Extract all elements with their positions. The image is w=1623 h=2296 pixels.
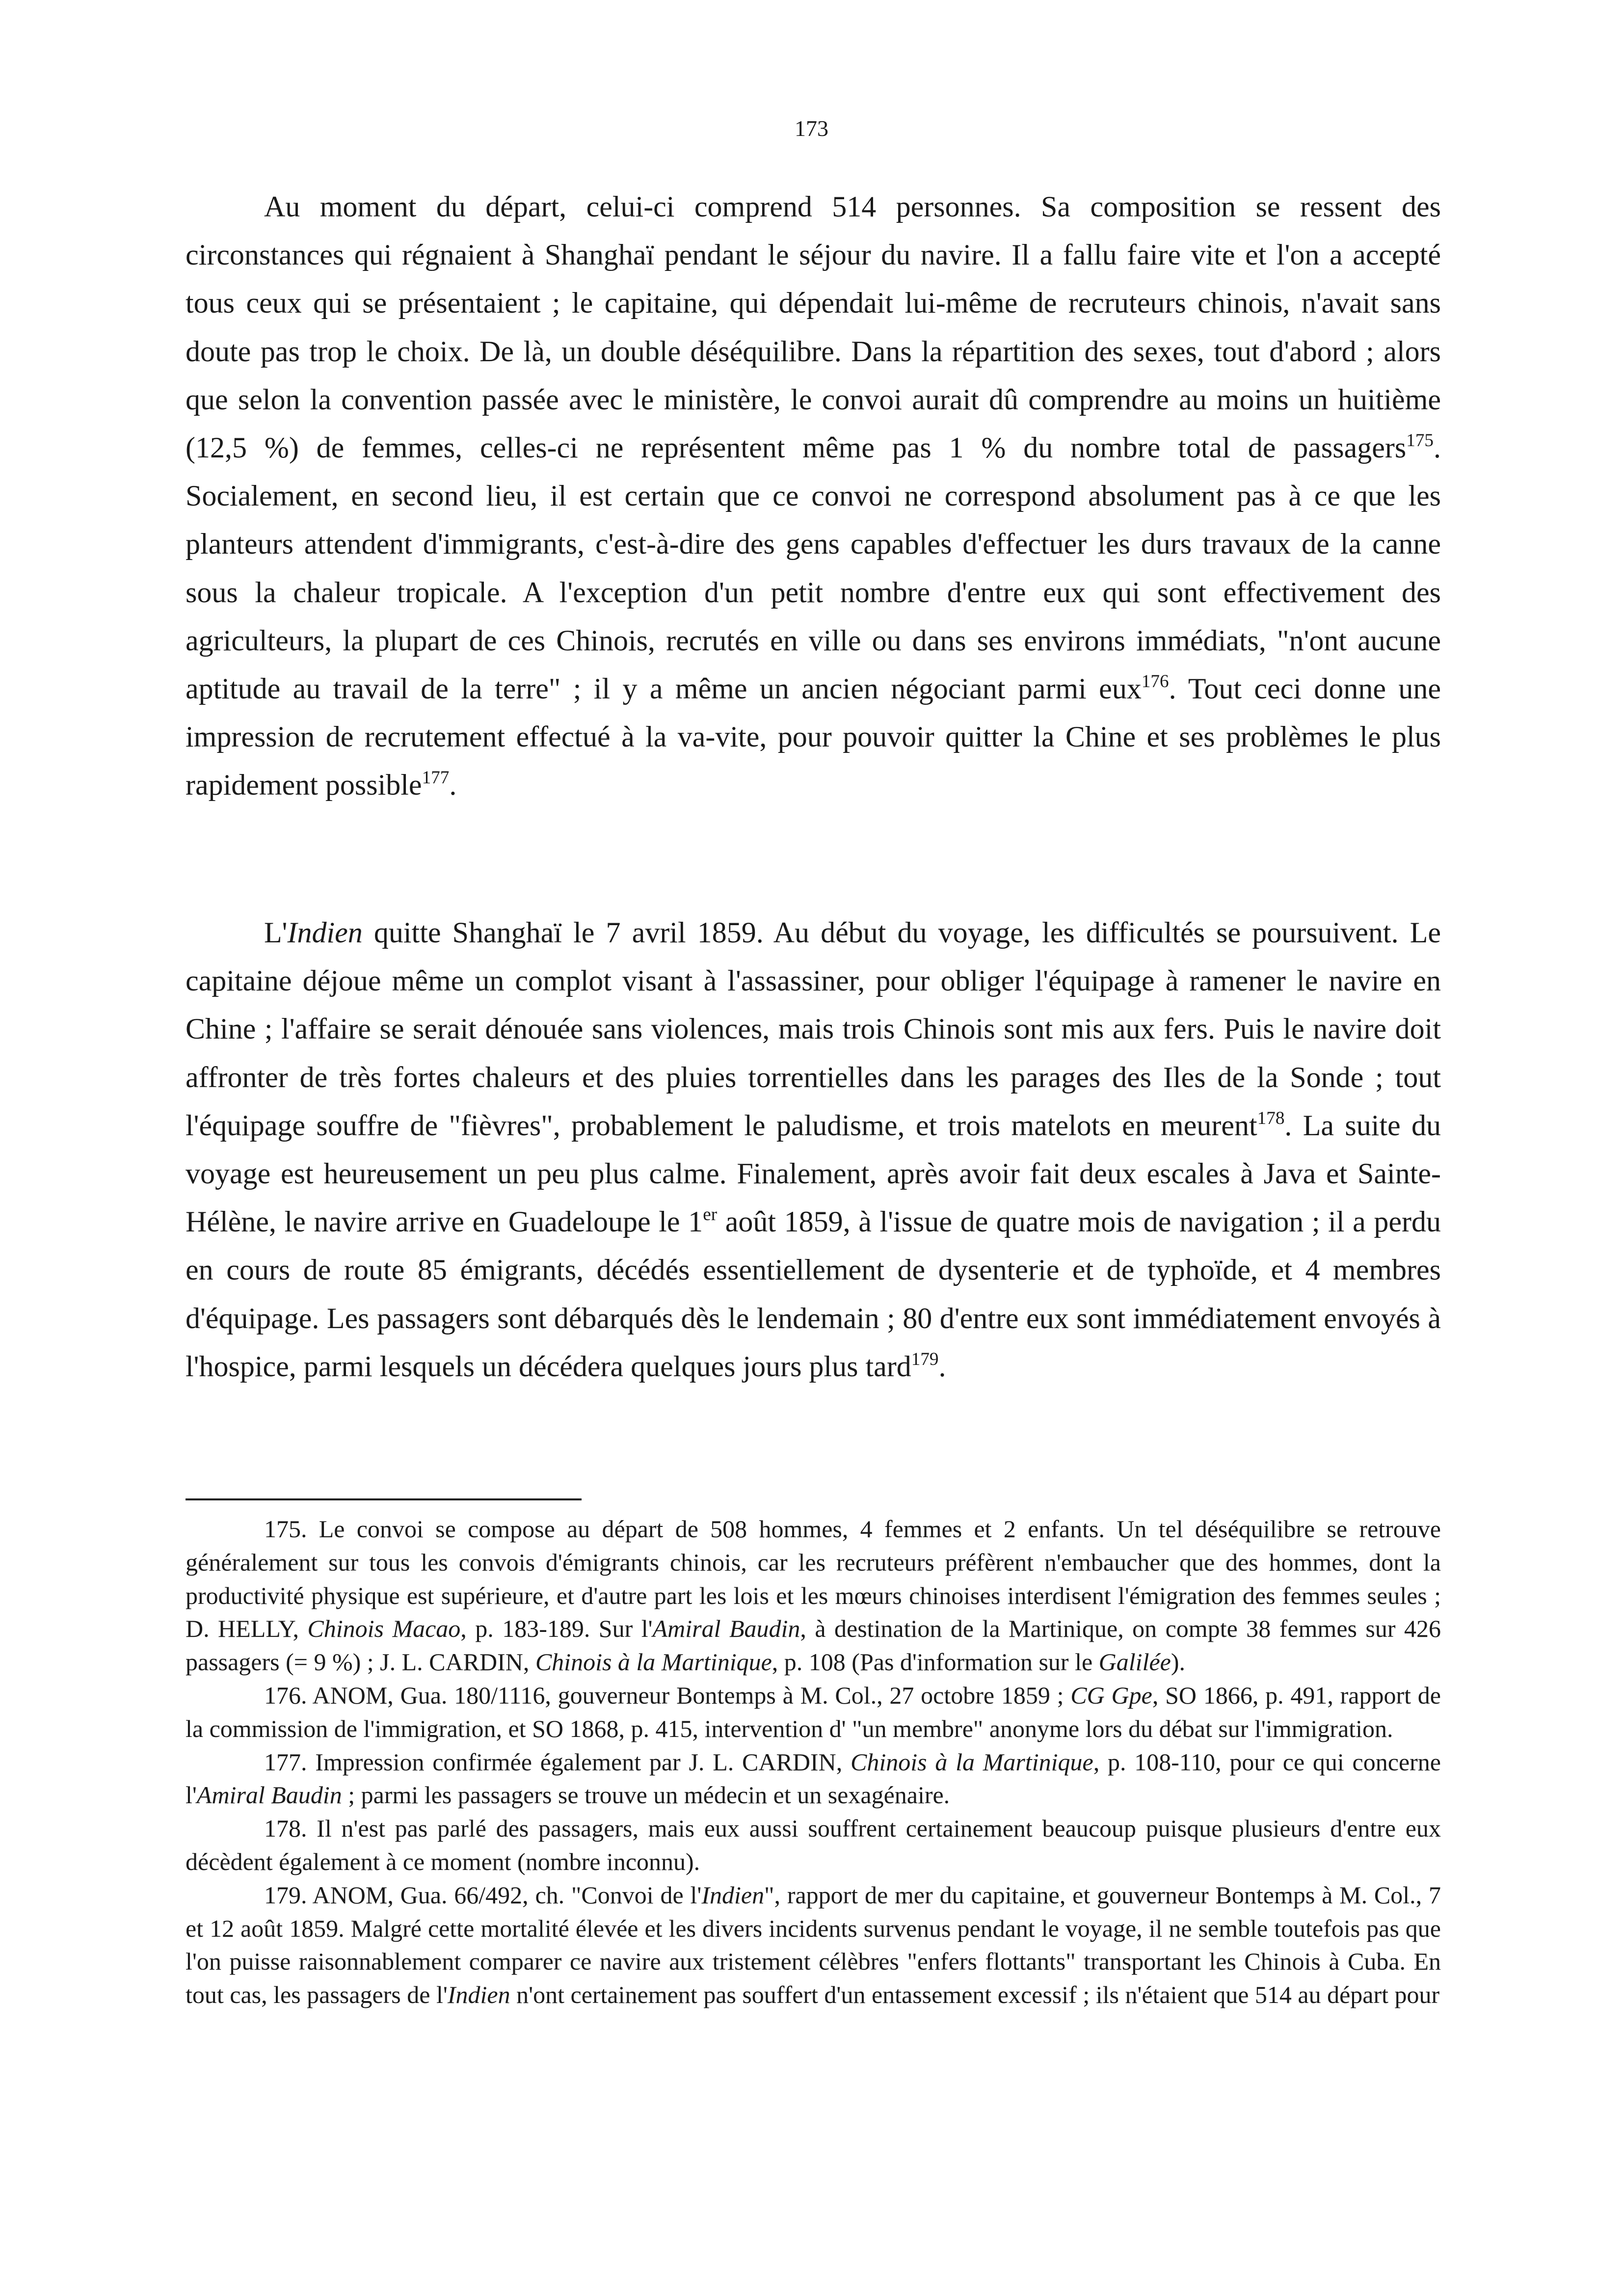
text-run: ). [1171,1648,1185,1676]
footnote-reference: 178 [1257,1108,1285,1128]
text-run: Au moment du départ, celui-ci comprend 514 personnes. Sa composition se ressent des circonstances qui régnaient à Shanghaï pendant le séjour du navire. Il a fallu faire vite et l'on a accepté tous ceux qui se présentaient ; le capitaine, qui dépendait lui-même de recruteurs chinois, n'avait sans doute pas trop le choix. De là, un double déséquilibre. Dans la répartition des sexes, tout d'abord ; alors que selon la convention passée avec le ministère, le convoi aurait dû comprendre au moins un huitième (12,5 %) de femmes, celles-ci ne représentent même pas 1 % du nombre total de passagers [186,190,1441,464]
footnote-reference: 175 [1406,430,1434,451]
footnote-178 [186,1812,1441,1879]
page-number: 173 [795,116,828,141]
text-run: 177. Impression confirmée également par J. L. CARDIN, [264,1748,851,1776]
footnotes [186,1513,1441,2012]
text-run: 179. ANOM, Gua. 66/492, ch. "Convoi de l' [264,1881,702,1909]
footnote-176 [186,1679,1441,1746]
italic-title: Amiral Baudin [196,1781,342,1809]
text-run: L' [264,916,288,949]
text-run: , p. 108-110, pour ce qui concerne l' [186,1748,1441,1809]
body-paragraph-1 [186,183,1441,809]
footnote-reference: 179 [911,1349,939,1369]
text-run: , p. 183-189. Sur l' [460,1615,653,1643]
footnote-reference: 177 [422,768,450,788]
footnote-reference: er [703,1204,718,1225]
text-run: , SO 1866, p. 491, rapport de la commission de l'immigration, et SO 1868, p. 415, intervention d' "un membre" anonyme lors du débat sur l'immigration. [186,1681,1441,1742]
text-run: , à destination de la Martinique, on compte 38 femmes sur 426 passagers (= 9 %) ; J. L. CARDIN, [186,1615,1441,1676]
paragraph-text [186,183,1441,809]
body-paragraph-2 [186,908,1441,1390]
text-run: . [449,769,457,801]
text-run: 178. Il n'est pas parlé des passagers, mais eux aussi souffrent certainement beaucoup puisque plusieurs d'entre eux décèdent également à ce moment (nombre inconnu). [186,1815,1441,1875]
italic-title: Indien [287,916,363,949]
footnote-separator [186,1498,582,1500]
italic-title: Indien [701,1881,765,1909]
text-run: 176. ANOM, Gua. 180/1116, gouverneur Bontemps à M. Col., 27 octobre 1859 ; [264,1681,1071,1709]
italic-title: Indien [447,1981,510,2009]
footnote-175 [186,1513,1441,1679]
paragraph-text [186,908,1441,1390]
italic-title: CG Gpe [1070,1681,1152,1709]
italic-title: Chinois à la Martinique [850,1748,1093,1776]
text-run: n'ont certainement pas souffert d'un entassement excessif ; ils n'étaient que 514 au départ pour [510,1981,1440,2009]
text-run: . Tout ceci donne une impression de recrutement effectué à la va-vite, pour pouvoir quitter la Chine et ses problèmes le plus rapidement possible [186,672,1441,801]
text-run: . [938,1350,946,1383]
italic-title: Galilée [1098,1648,1171,1676]
italic-title: Chinois Macao [307,1615,461,1643]
italic-title: Chinois à la Martinique [535,1648,772,1676]
text-run: quitte Shanghaï le 7 avril 1859. Au début du voyage, les difficultés se poursuivent. Le capitaine déjoue même un complot visant à l'assassiner, pour obliger l'équipage à ramener le navire en Chine ; l'affaire se serait dénouée sans violences, mais trois Chinois sont mis aux fers. Puis le navire doit affronter de très fortes chaleurs et des pluies torrentielles dans les parages des Iles de la Sonde ; tout l'équipage souffre de "fièvres", probablement le paludisme, et trois matelots en meurent [186,916,1441,1142]
text-run: . Socialement, en second lieu, il est certain que ce convoi ne correspond absolument pas à ce que les planteurs attendent d'immigrants, c'est-à-dire des gens capables d'effectuer les durs travaux de la canne sous la chaleur tropicale. A l'exception d'un petit nombre d'entre eux qui sont effectivement des agriculteurs, la plupart de ces Chinois, recrutés en ville ou dans ses environs immédiats, "n'ont aucune aptitude au travail de la terre" ; il y a même un ancien négociant parmi eux [186,431,1441,705]
italic-title: Amiral Baudin [652,1615,800,1643]
footnote-177 [186,1746,1441,1813]
footnote-reference: 176 [1141,671,1169,692]
footnote-179 [186,1879,1441,2012]
text-run: ; parmi les passagers se trouve un médecin et un sexagénaire. [342,1781,950,1809]
text-run: 175. Le convoi se compose au départ de 508 hommes, 4 femmes et 2 enfants. Un tel déséquilibre se retrouve généralement sur tous les convois d'émigrants chinois, car les recruteurs préfèrent n'embaucher que des hommes, dont la productivité physique est supérieure, et d'autre part les lois et les mœurs chinoises interdisent l'émigration des femmes seules ; D. HELLY, [186,1515,1441,1643]
text-run: . La suite du voyage est heureusement un peu plus calme. Finalement, après avoir fait deux escales à Java et Sainte-Hélène, le navire arrive en Guadeloupe le 1 [186,1109,1441,1238]
text-run: ", rapport de mer du capitaine, et gouverneur Bontemps à M. Col., 7 et 12 août 1859. Malgré cette mortalité élevée et les divers incidents survenus pendant le voyage, il ne semble toutefois pas que l'on puisse raisonnablement comparer ce navire aux tristement célèbres "enfers flottants" transportant les Chinois à Cuba. En tout cas, les passagers de l' [186,1881,1441,2009]
text-run: , p. 108 (Pas d'information sur le [772,1648,1099,1676]
text-run: août 1859, à l'issue de quatre mois de navigation ; il a perdu en cours de route 85 émigrants, décédés essentiellement de dysenterie et de typhoïde, et 4 membres d'équipage. Les passagers sont débarqués dès le lendemain ; 80 d'entre eux sont immédiatement envoyés à l'hospice, parmi lesquels un décédera quelques jours plus tard [186,1205,1441,1383]
